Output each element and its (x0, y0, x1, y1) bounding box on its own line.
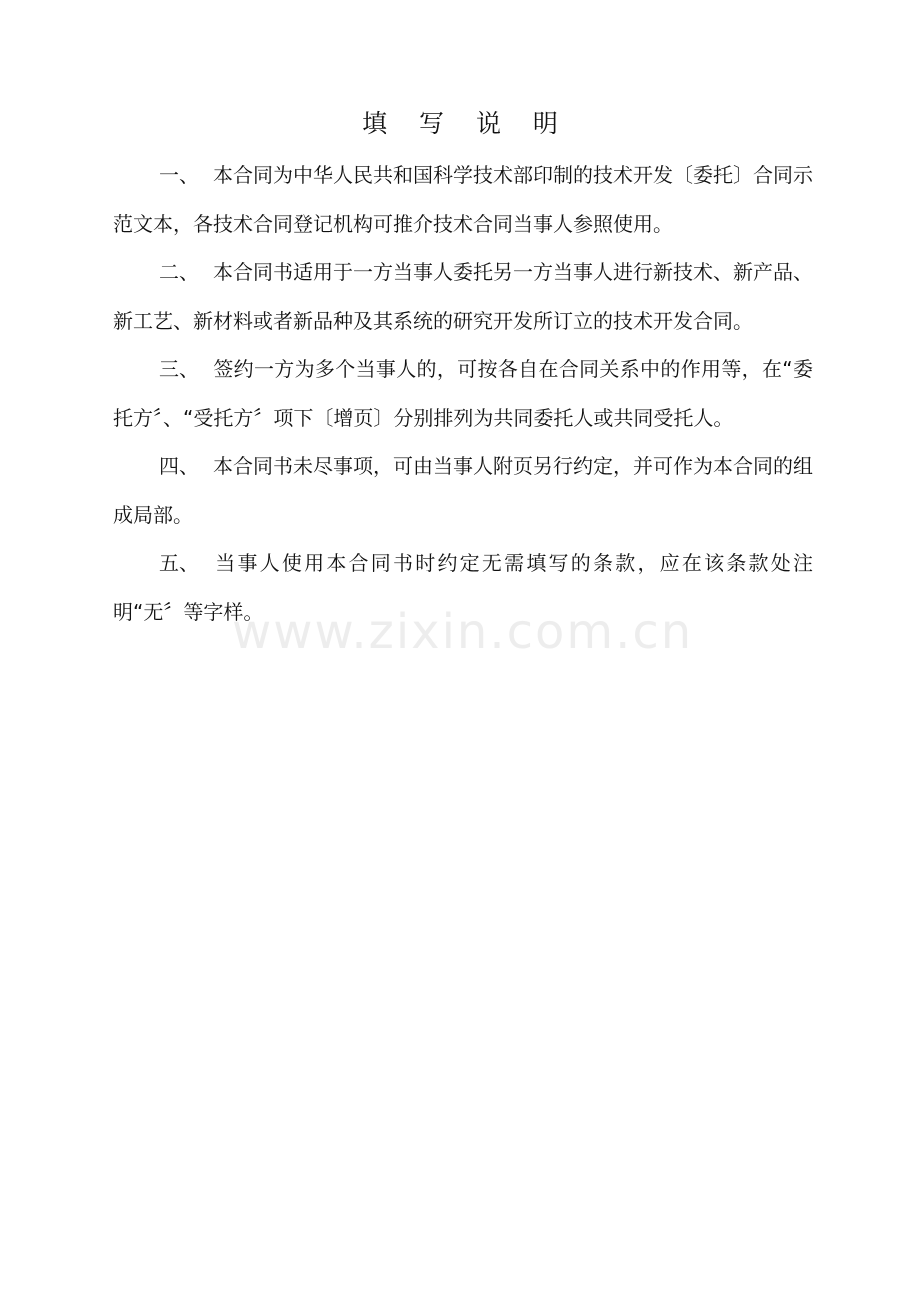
item-text: 本合同为中华人民共和国科学技术部印制的技术开发〔委托〕合同示范文本，各技术合同登记机构可推介技术合同当事人参照使用。 (113, 163, 813, 236)
instruction-item-1 (113, 151, 813, 248)
item-text: 签约一方为多个当事人的，可按各自在合同关系中的作用等，在“委托方〞、“受托方〞项下〔增页〕分别排列为共同委托人或共同受托人。 (113, 357, 813, 430)
watermark: www.zixin.com.cn (232, 604, 694, 660)
instructions-body (113, 151, 813, 636)
item-text: 本合同书适用于一方当事人委托另一方当事人进行新技术、新产品、新工艺、新材料或者新品种及其系统的研究开发所订立的技术开发合同。 (113, 260, 813, 333)
item-number: 一、 (159, 163, 199, 187)
instruction-item-2 (113, 248, 813, 345)
item-text: 当事人使用本合同书时约定无需填写的条款，应在该条款处注明“无〞等字样。 (113, 551, 813, 624)
instruction-item-4 (113, 442, 813, 539)
item-text: 本合同书未尽事项，可由当事人附页另行约定，并可作为本合同的组成局部。 (113, 454, 813, 527)
item-number: 三、 (159, 357, 199, 381)
page-title: 填 写 说 明 (362, 109, 570, 138)
item-number: 五、 (159, 551, 199, 575)
item-number: 四、 (159, 454, 199, 478)
instruction-item-3 (113, 345, 813, 442)
item-number: 二、 (159, 260, 199, 284)
